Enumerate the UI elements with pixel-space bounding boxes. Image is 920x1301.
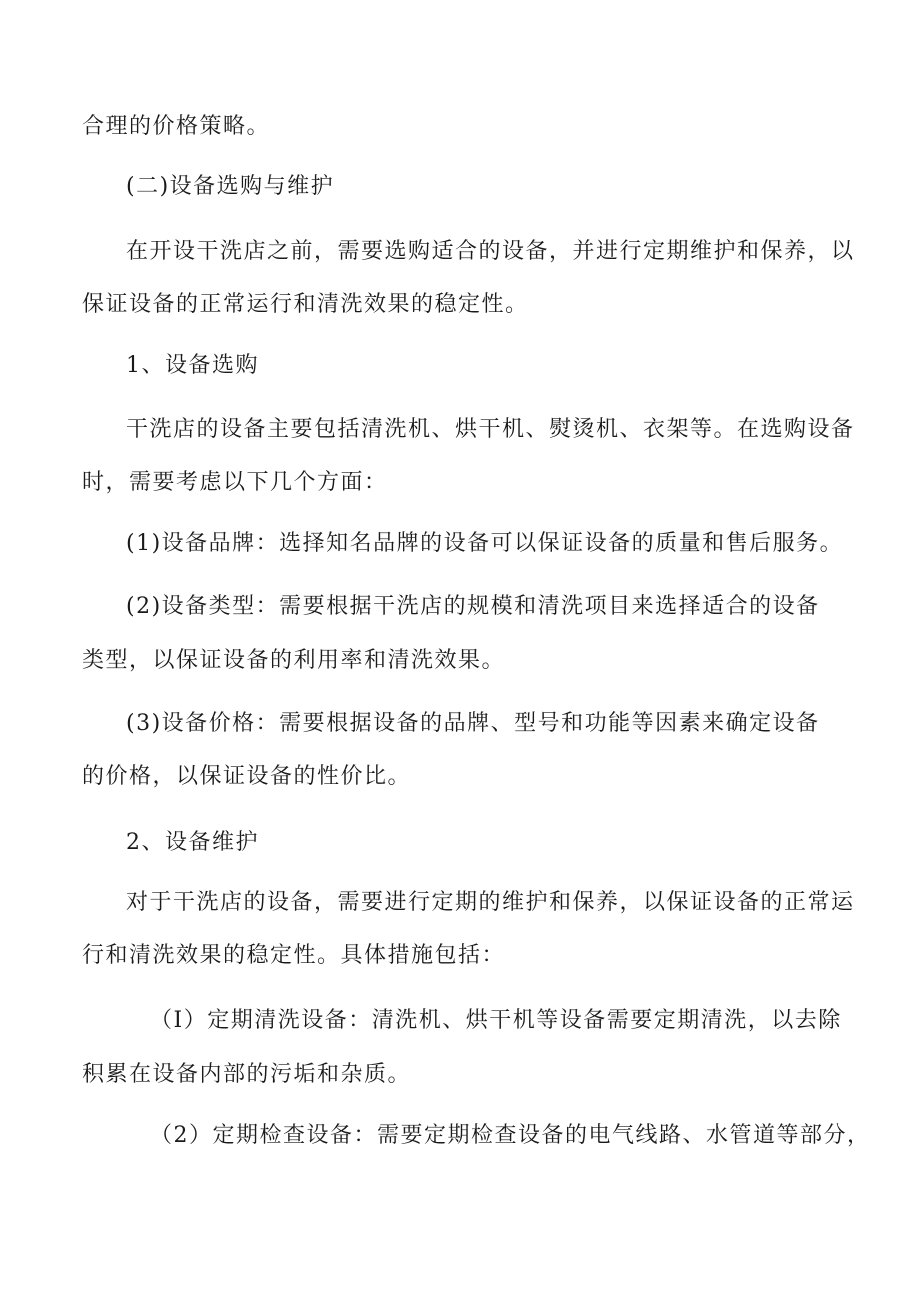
text-line: 积累在设备内部的污垢和杂质。: [82, 1062, 412, 1087]
list-item: （2）定期检查设备：需要定期检查设备的电气线路、水管道等部分，: [150, 1123, 871, 1148]
text-line: 的价格，以保证设备的性价比。: [82, 764, 412, 789]
list-item: (3)设备价格：需要根据设备的品牌、型号和功能等因素来确定设备: [126, 711, 820, 736]
text-line: 行和清洗效果的稳定性。具体措施包括：: [82, 943, 506, 968]
text-line: 对于干洗店的设备，需要进行定期的维护和保养，以保证设备的正常运: [126, 890, 855, 915]
text-line: 在开设干洗店之前，需要选购适合的设备，并进行定期维护和保养，以: [126, 239, 855, 264]
list-item: (1)设备品牌：选择知名品牌的设备可以保证设备的质量和售后服务。: [126, 531, 844, 556]
text-line: 干洗店的设备主要包括清洗机、烘干机、熨烫机、衣架等。在选购设备: [126, 417, 855, 442]
list-item: (2)设备类型：需要根据干洗店的规模和清洗项目来选择适合的设备: [126, 594, 820, 619]
text-line: 合理的价格策略。: [82, 114, 271, 139]
text-line: 类型，以保证设备的利用率和清洗效果。: [82, 648, 506, 673]
text-line: 时，需要考虑以下几个方面：: [82, 470, 388, 495]
section-heading: (二)设备选购与维护: [126, 174, 335, 199]
list-item: （I）定期清洗设备：清洗机、烘干机等设备需要定期清洗，以去除: [150, 1008, 842, 1033]
text-line: 保证设备的正常运行和清洗效果的稳定性。: [82, 292, 529, 317]
subsection-heading: 2、设备维护: [126, 830, 259, 855]
subsection-heading: 1、设备选购: [126, 353, 259, 378]
